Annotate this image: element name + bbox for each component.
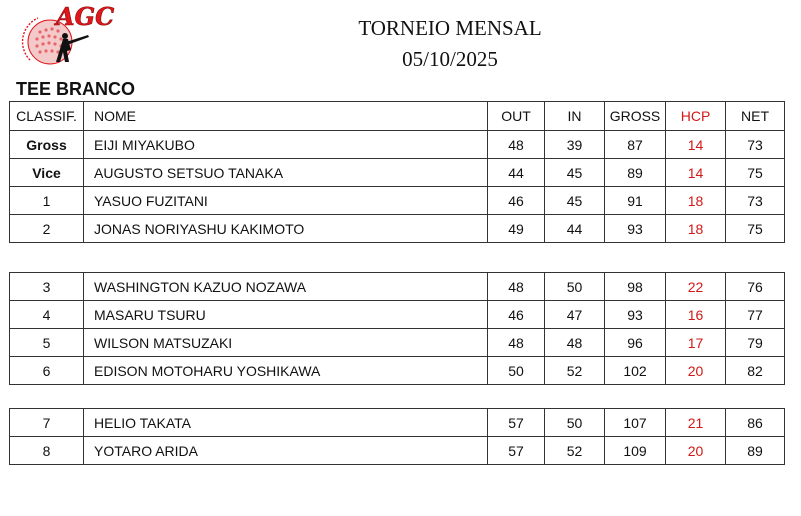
cell-gross: 107 <box>605 409 666 437</box>
cell-name: EDISON MOTOHARU YOSHIKAWA <box>84 357 488 385</box>
cell-net: 89 <box>726 437 785 465</box>
cell-in: 48 <box>545 329 605 357</box>
svg-text:AGC: AGC <box>56 2 115 31</box>
cell-net: 73 <box>726 187 785 215</box>
table-row <box>10 437 785 465</box>
cell-out: 44 <box>488 159 545 187</box>
cell-classif: Gross <box>10 131 84 159</box>
cell-classif: 8 <box>10 437 84 465</box>
cell-name: WASHINGTON KAZUO NOZAWA <box>84 273 488 301</box>
cell-name: EIJI MIYAKUBO <box>84 131 488 159</box>
cell-hcp: 14 <box>666 131 726 159</box>
cell-hcp: 18 <box>666 187 726 215</box>
cell-gross: 93 <box>605 215 666 243</box>
header-classif: CLASSIF. <box>10 102 84 131</box>
cell-classif: 5 <box>10 329 84 357</box>
table-row <box>10 301 785 329</box>
cell-net: 75 <box>726 215 785 243</box>
cell-in: 45 <box>545 187 605 215</box>
cell-net: 82 <box>726 357 785 385</box>
table-row <box>10 357 785 385</box>
results-table-group-2 <box>9 272 785 385</box>
cell-gross: 96 <box>605 329 666 357</box>
cell-net: 76 <box>726 273 785 301</box>
cell-hcp: 14 <box>666 159 726 187</box>
cell-out: 48 <box>488 273 545 301</box>
cell-hcp: 22 <box>666 273 726 301</box>
cell-in: 52 <box>545 437 605 465</box>
header-gross: GROSS <box>605 102 666 131</box>
cell-hcp: 16 <box>666 301 726 329</box>
cell-net: 75 <box>726 159 785 187</box>
cell-name: YASUO FUZITANI <box>84 187 488 215</box>
cell-gross: 91 <box>605 187 666 215</box>
cell-name: MASARU TSURU <box>84 301 488 329</box>
results-table-group-3 <box>9 408 785 465</box>
table-row <box>10 273 785 301</box>
cell-hcp: 18 <box>666 215 726 243</box>
section-title: TEE BRANCO <box>16 79 136 99</box>
tournament-date: 05/10/2025 <box>402 47 498 71</box>
results-table-group-1 <box>9 101 785 243</box>
header-out: OUT <box>488 102 545 131</box>
cell-in: 47 <box>545 301 605 329</box>
cell-classif: 3 <box>10 273 84 301</box>
table-row <box>10 131 785 159</box>
cell-out: 57 <box>488 437 545 465</box>
table-row <box>10 329 785 357</box>
cell-net: 79 <box>726 329 785 357</box>
cell-gross: 87 <box>605 131 666 159</box>
cell-hcp: 20 <box>666 437 726 465</box>
club-logo <box>8 2 118 74</box>
cell-name: JONAS NORIYASHU KAKIMOTO <box>84 215 488 243</box>
header-net: NET <box>726 102 785 131</box>
cell-hcp: 20 <box>666 357 726 385</box>
cell-net: 86 <box>726 409 785 437</box>
cell-name: HELIO TAKATA <box>84 409 488 437</box>
tournament-title: TORNEIO MENSAL <box>358 16 542 40</box>
cell-classif: Vice <box>10 159 84 187</box>
cell-in: 52 <box>545 357 605 385</box>
cell-gross: 109 <box>605 437 666 465</box>
cell-gross: 89 <box>605 159 666 187</box>
cell-gross: 102 <box>605 357 666 385</box>
cell-name: WILSON MATSUZAKI <box>84 329 488 357</box>
cell-classif: 4 <box>10 301 84 329</box>
cell-classif: 7 <box>10 409 84 437</box>
table-row <box>10 409 785 437</box>
cell-gross: 93 <box>605 301 666 329</box>
cell-in: 44 <box>545 215 605 243</box>
cell-out: 50 <box>488 357 545 385</box>
cell-out: 57 <box>488 409 545 437</box>
cell-in: 39 <box>545 131 605 159</box>
cell-net: 73 <box>726 131 785 159</box>
cell-in: 50 <box>545 409 605 437</box>
cell-out: 48 <box>488 131 545 159</box>
cell-classif: 1 <box>10 187 84 215</box>
table-row <box>10 159 785 187</box>
cell-out: 46 <box>488 187 545 215</box>
cell-out: 49 <box>488 215 545 243</box>
cell-out: 48 <box>488 329 545 357</box>
header-in: IN <box>545 102 605 131</box>
cell-hcp: 21 <box>666 409 726 437</box>
header-hcp: HCP <box>666 102 726 131</box>
cell-classif: 2 <box>10 215 84 243</box>
cell-name: YOTARO ARIDA <box>84 437 488 465</box>
cell-in: 50 <box>545 273 605 301</box>
table-row <box>10 215 785 243</box>
cell-gross: 98 <box>605 273 666 301</box>
cell-classif: 6 <box>10 357 84 385</box>
cell-out: 46 <box>488 301 545 329</box>
cell-hcp: 17 <box>666 329 726 357</box>
cell-name: AUGUSTO SETSUO TANAKA <box>84 159 488 187</box>
table-row <box>10 187 785 215</box>
header-name: NOME <box>84 102 488 131</box>
cell-net: 77 <box>726 301 785 329</box>
table-header-row <box>10 102 785 131</box>
cell-in: 45 <box>545 159 605 187</box>
